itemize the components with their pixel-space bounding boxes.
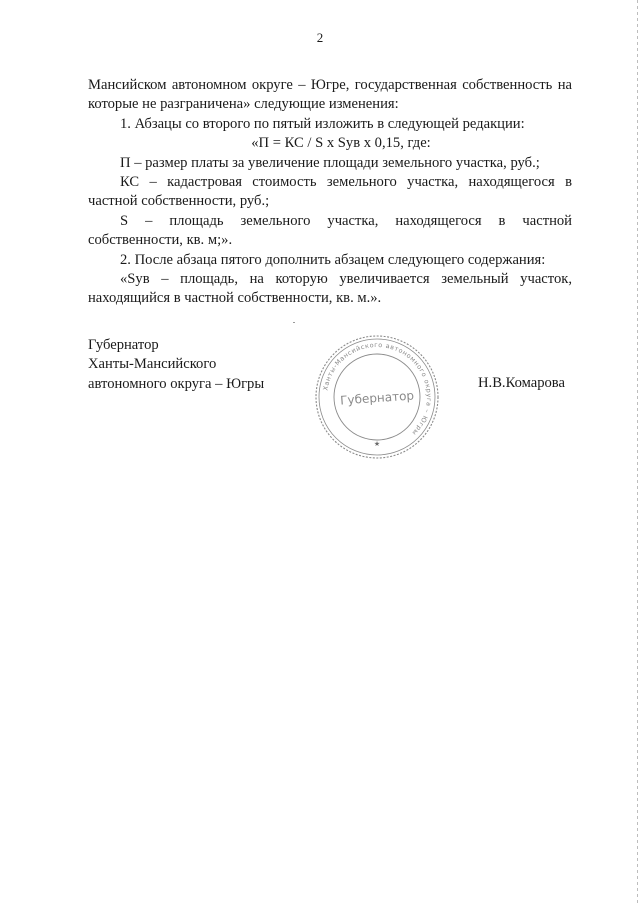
formula-line: «П = КС / S х Sув х 0,15, где: (251, 135, 431, 152)
signatory-title (88, 336, 264, 394)
definition-syv: «Sув – площадь, на которую увеличивается земельный участок, находящийся в частной собственности, кв. м.». (88, 271, 572, 307)
signatory-title-line-2: Ханты-Мансийского (88, 356, 217, 373)
definition-s: S – площадь земельного участка, находящегося в частной собственности, кв. м;». (88, 212, 572, 249)
definition-p: П – размер платы за увеличение площади земельного участка, руб.; (120, 154, 540, 171)
document-body (88, 76, 572, 309)
scan-edge (637, 0, 638, 905)
page-number: 2 (316, 30, 324, 45)
svg-text:Ханты-Мансийского автономного: Ханты-Мансийского автономного округа – Югры (321, 340, 434, 438)
paragraph-item-2: 2. После абзаца пятого дополнить абзацем следующего содержания: (120, 251, 546, 268)
paragraph-item-1: 1. Абзацы со второго по пятый изложить в следующей редакции: (120, 115, 525, 132)
signatory-title-line-1: Губернатор (88, 337, 159, 353)
svg-text:Губернатор: Губернатор (339, 388, 415, 408)
signatory-name: Н.В.Комарова (478, 375, 565, 391)
signatory-title-line-3: автономного округа – Югры (88, 375, 265, 392)
svg-text:★: ★ (373, 440, 381, 448)
paragraph-intro: Мансийском автономном округе – Югре, государственная собственность на которые не разграничена» следующие изменения: (88, 77, 572, 113)
scan-speck (293, 322, 295, 323)
definition-ks: КС – кадастровая стоимость земельного участка, находящегося в частной собственности, руб.; (88, 174, 572, 210)
official-seal (312, 332, 442, 462)
